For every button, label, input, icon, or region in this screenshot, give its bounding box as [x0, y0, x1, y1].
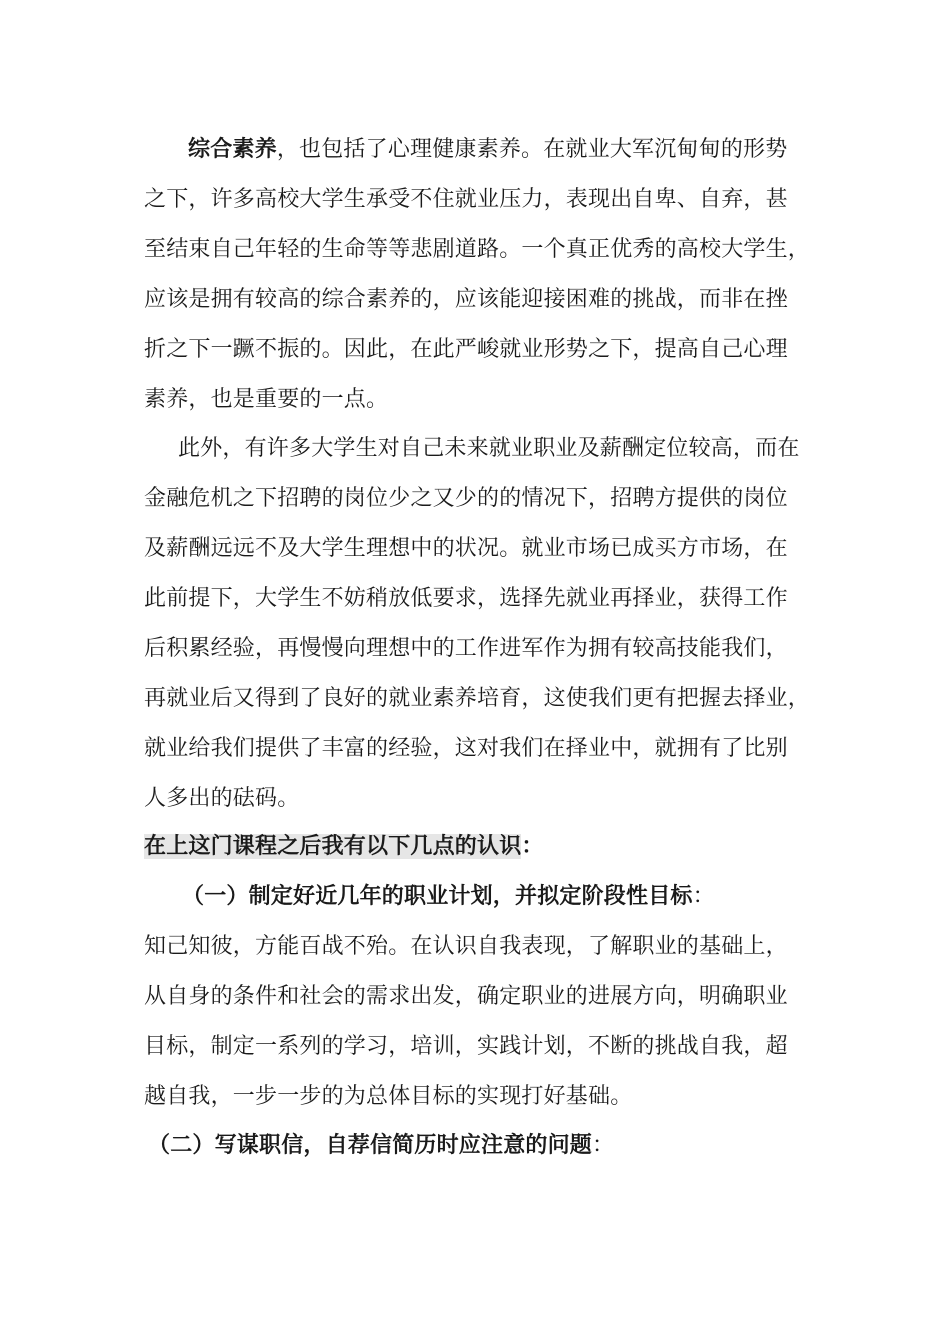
section-heading: （一）制定好近几年的职业计划，并拟定阶段性目标 [182, 884, 693, 909]
text-line: 知己知彼，方能百战不殆。在认识自我表现，了解职业的基础上， [144, 934, 788, 959]
highlighted-heading: 在上这门课程之后我有以下几点的认识 [144, 834, 522, 859]
section-heading: （二）写谋职信，自荐信简历时应注意的问题 [148, 1133, 593, 1158]
text-line: 此外，有许多大学生对自己未来就业职业及薪酬定位较高，而在 [178, 436, 800, 461]
text-line: 至结束自己年轻的生命等等悲剧道路。一个真正优秀的高校大学生， [144, 237, 811, 262]
section-cover-letter [144, 1121, 809, 1171]
text-line: 金融危机之下招聘的岗位少之又少的的情况下，招聘方提供的岗位 [144, 486, 788, 511]
text-span: ，也包括了心理健康素养。在就业大军沉甸甸的形势 [276, 137, 788, 162]
text-line: 折之下一蹶不振的。因此，在此严峻就业形势之下，提高自己心理 [144, 337, 788, 362]
text-line: 再就业后又得到了良好的就业素养培育，这使我们更有把握去择业， [144, 686, 811, 711]
text-line: 此前提下，大学生不妨稍放低要求，选择先就业再择业，获得工作 [144, 586, 788, 611]
heading-colon: ： [592, 1133, 615, 1158]
bold-term: 综合素养 [188, 137, 277, 162]
text-line: 应该是拥有较高的综合素养的，应该能迎接困难的挑战，而非在挫 [144, 287, 788, 312]
heading-colon: ： [521, 834, 544, 859]
heading-colon: ： [692, 884, 715, 909]
text-line: 就业给我们提供了丰富的经验，这对我们在择业中，就拥有了比别 [144, 736, 788, 761]
text-line [144, 125, 809, 175]
text-line [144, 1121, 809, 1171]
text-line: 后积累经验，再慢慢向理想中的工作进军作为拥有较高技能我们， [144, 636, 788, 661]
text-line [144, 822, 809, 872]
text-line: 越自我，一步一步的为总体目标的实现打好基础。 [144, 1084, 633, 1109]
text-line: 及薪酬远远不及大学生理想中的状况。就业市场已成买方市场，在 [144, 536, 788, 561]
heading-course-takeaways [144, 822, 809, 872]
section-career-plan [144, 872, 809, 1122]
text-line: 人多出的砝码。 [144, 786, 300, 811]
text-line: 目标，制定一系列的学习，培训，实践计划，不断的挑战自我，超 [144, 1034, 788, 1059]
text-line: 之下，许多高校大学生承受不住就业压力，表现出自卑、自弃，甚 [144, 187, 788, 212]
text-line: 素养，也是重要的一点。 [144, 387, 389, 412]
paragraph-psychological-quality [144, 125, 809, 425]
paragraph-job-expectations [144, 424, 809, 824]
text-line [144, 872, 809, 922]
text-line: 从自身的条件和社会的需求出发，确定职业的进展方向，明确职业 [144, 984, 788, 1009]
